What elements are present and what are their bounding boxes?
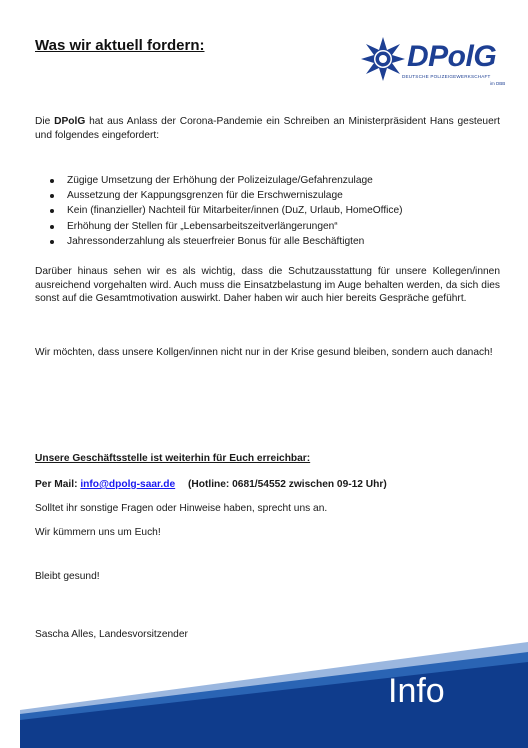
- contact-heading: Unsere Geschäftsstelle ist weiterhin für Euch erreichbar:: [35, 453, 311, 464]
- logo-wordmark: DPolG: [407, 40, 497, 73]
- dpolg-logo: [360, 36, 510, 94]
- mail-line: [35, 479, 387, 490]
- greeting-text: Bleibt gesund!: [35, 571, 100, 582]
- list-item: Jahressonderzahlung als steuerfreier Bonus für alle Beschäftigten: [50, 234, 403, 249]
- signature-text: Sascha Alles, Landesvorsitzender: [35, 629, 188, 640]
- health-paragraph: Wir möchten, dass unsere Kollgen/innen nicht nur in der Krise gesund bleiben, sondern auch danach!: [35, 347, 493, 358]
- questions-text: Solltet ihr sonstige Fragen oder Hinweise haben, sprecht uns an.: [35, 503, 328, 514]
- page-title: Was wir aktuell fordern:: [35, 37, 205, 54]
- info-banner: [0, 640, 528, 748]
- logo-subtitle-dbb: im DBB: [490, 81, 506, 86]
- list-item: Erhöhung der Stellen für „Lebensarbeitszeitverlängerungen“: [50, 219, 403, 234]
- list-item: Zügige Umsetzung der Erhöhung der Polizeizulage/Gefahrenzulage: [50, 173, 403, 188]
- list-item: Kein (finanzieller) Nachteil für Mitarbeiter/innen (DuZ, Urlaub, HomeOffice): [50, 203, 403, 218]
- info-label: Info: [388, 672, 445, 710]
- email-link[interactable]: info@dpolg-saar.de: [80, 479, 176, 490]
- care-text: Wir kümmern uns um Euch!: [35, 527, 161, 538]
- police-star-icon: [360, 36, 406, 82]
- mail-label: Per Mail:: [35, 479, 78, 490]
- demands-list: [50, 173, 403, 249]
- logo-subtitle: DEUTSCHE POLIZEIGEWERKSCHAFT: [402, 74, 491, 79]
- intro-text: hat aus Anlass der Corona-Pandemie ein Schreiben an Ministerpräsident Hans gesteuert und folgendes eingefordert:: [35, 116, 500, 141]
- intro-brand: DPolG: [54, 116, 86, 127]
- intro-paragraph: Die DPolG hat aus Anlass der Corona-Pandemie ein Schreiben an Ministerpräsident Hans gesteuert und folgendes eingefordert:: [35, 116, 500, 141]
- list-item: Aussetzung der Kappungsgrenzen für die Erschwerniszulage: [50, 188, 403, 203]
- hotline-text: (Hotline: 0681/54552 zwischen 09-12 Uhr): [188, 479, 387, 490]
- protection-paragraph: Darüber hinaus sehen wir es als wichtig, dass die Schutzausstattung für unsere Kollegen/innen ausreichend vorgehalten wird. Auch muss die Einsatzbelastung im Auge behalten werden, da sich dies sonst auf die Gesamtmotivation auswirkt. Daher haben wir auch hier bereits Gespräche geführt.: [35, 266, 500, 304]
